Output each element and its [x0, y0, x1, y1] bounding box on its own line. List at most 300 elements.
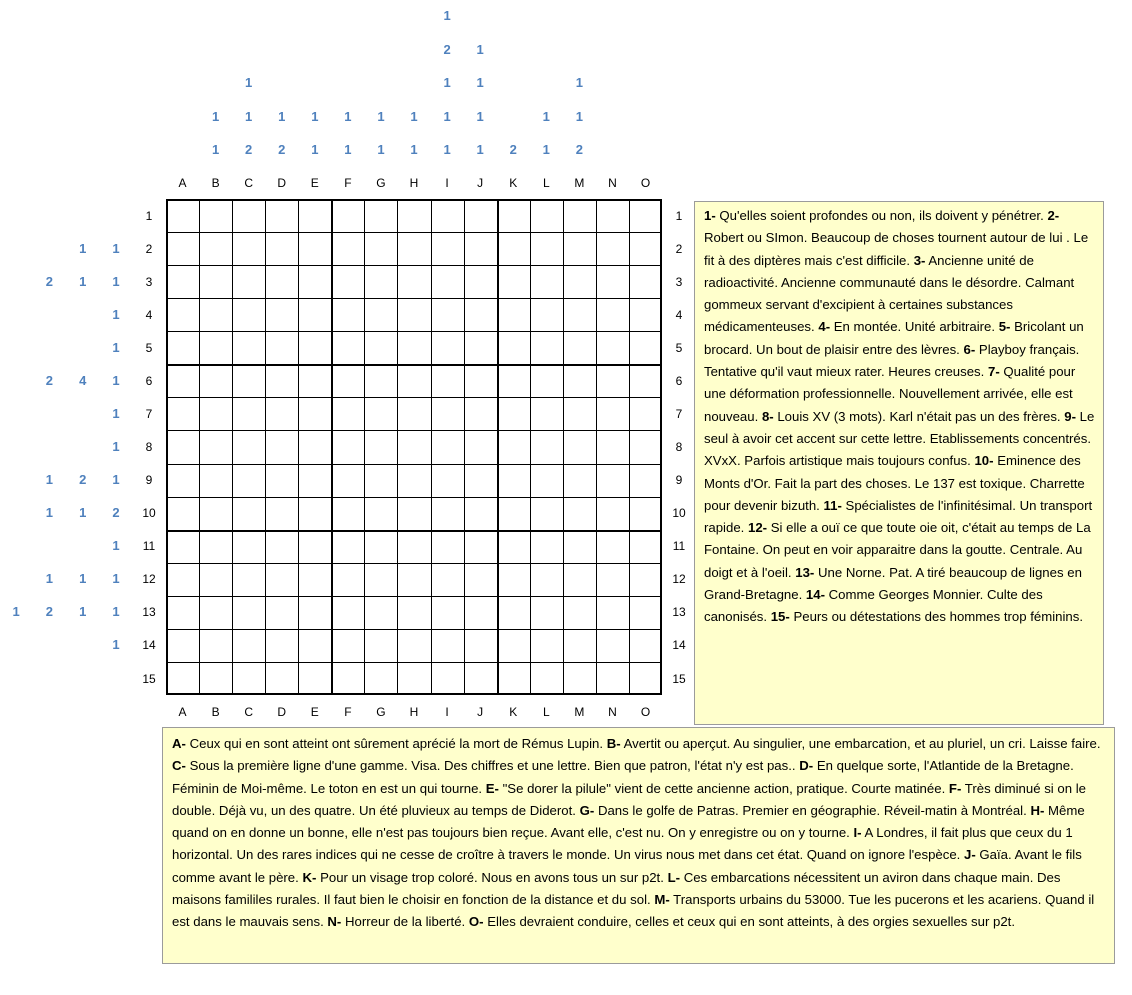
grid-cell[interactable]	[331, 464, 364, 497]
grid-cell[interactable]	[596, 397, 629, 430]
grid-cell[interactable]	[596, 232, 629, 265]
grid-cell[interactable]	[232, 497, 265, 530]
grid-cell[interactable]	[166, 530, 199, 563]
grid-cell[interactable]	[629, 265, 662, 298]
grid-cell[interactable]	[199, 530, 232, 563]
grid-cell[interactable]	[364, 430, 397, 463]
grid-cell[interactable]	[397, 497, 430, 530]
grid-cell[interactable]	[397, 331, 430, 364]
row-clue-number: 1	[45, 472, 53, 488]
grid-cell[interactable]	[331, 298, 364, 331]
grid-cell[interactable]	[232, 232, 265, 265]
grid-cell[interactable]	[431, 298, 464, 331]
grid-cell[interactable]	[497, 331, 530, 364]
grid-cell[interactable]	[232, 265, 265, 298]
grid-cell[interactable]	[530, 430, 563, 463]
grid-cell[interactable]	[464, 232, 497, 265]
grid-cell[interactable]	[629, 298, 662, 331]
grid-cell[interactable]	[166, 430, 199, 463]
grid-cell[interactable]	[298, 364, 331, 397]
grid-cell[interactable]	[530, 629, 563, 662]
grid-cell[interactable]	[464, 397, 497, 430]
grid-cell[interactable]	[331, 629, 364, 662]
column-letter-bottom: K	[509, 705, 518, 719]
grid-cell[interactable]	[199, 464, 232, 497]
grid-cell[interactable]	[464, 464, 497, 497]
grid-cell[interactable]	[397, 530, 430, 563]
grid-cell[interactable]	[563, 596, 596, 629]
row-clue-number: 1	[112, 571, 120, 587]
grid-cell[interactable]	[331, 497, 364, 530]
grid-cell[interactable]	[431, 530, 464, 563]
grid-cell[interactable]	[431, 430, 464, 463]
grid-cell[interactable]	[530, 199, 563, 232]
grid-cell[interactable]	[331, 563, 364, 596]
grid-cell[interactable]	[265, 232, 298, 265]
grid-cell[interactable]	[166, 265, 199, 298]
grid-cell[interactable]	[596, 530, 629, 563]
grid-cell[interactable]	[364, 596, 397, 629]
grid-cell[interactable]	[464, 364, 497, 397]
vertical-clue-text: Même quand on en donne un bonne, elle n'est pas toujours bien reçue. Avant elle, c'est nu. On y enregistre ou on y tourne.	[172, 802, 1085, 841]
grid-cell[interactable]	[331, 265, 364, 298]
grid-cell[interactable]	[563, 397, 596, 430]
grid-cell[interactable]	[232, 530, 265, 563]
grid-cell[interactable]	[232, 430, 265, 463]
grid-cell[interactable]	[563, 563, 596, 596]
grid-cell[interactable]	[331, 530, 364, 563]
grid-cell[interactable]	[431, 265, 464, 298]
grid-cell[interactable]	[265, 430, 298, 463]
grid-cell[interactable]	[265, 629, 298, 662]
column-letter-top: H	[409, 176, 419, 190]
grid-cell[interactable]	[397, 430, 430, 463]
grid-cell[interactable]	[530, 596, 563, 629]
grid-cell[interactable]	[563, 265, 596, 298]
row-number-left: 9	[145, 473, 153, 488]
column-clue-number: 2	[443, 41, 451, 57]
grid-cell[interactable]	[464, 497, 497, 530]
grid-cell[interactable]	[331, 596, 364, 629]
grid-cell[interactable]	[397, 265, 430, 298]
grid-cell[interactable]	[497, 430, 530, 463]
column-letter-top: D	[277, 176, 287, 190]
grid-cell[interactable]	[563, 662, 596, 695]
grid-cell[interactable]	[596, 662, 629, 695]
grid-cell[interactable]	[166, 629, 199, 662]
column-letter-bottom: E	[310, 705, 319, 719]
horizontal-clue-text: Robert ou SImon. Beaucoup de choses tournent autour de lui . Le fit à des diptères mais c'est difficile.	[704, 230, 1089, 268]
grid-cell[interactable]	[265, 563, 298, 596]
grid-cell[interactable]	[497, 397, 530, 430]
grid-cell[interactable]	[298, 530, 331, 563]
grid-cell[interactable]	[464, 629, 497, 662]
grid-cell[interactable]	[298, 199, 331, 232]
grid-cell[interactable]	[530, 265, 563, 298]
vertical-clue-letter: G-	[579, 802, 595, 818]
column-letter-bottom: M	[574, 705, 585, 719]
grid-cell[interactable]	[397, 629, 430, 662]
grid-cell[interactable]	[166, 199, 199, 232]
vertical-clue-letter: O-	[468, 914, 484, 930]
grid-cell[interactable]	[629, 331, 662, 364]
grid-cell[interactable]	[298, 397, 331, 430]
grid-cell[interactable]	[497, 199, 530, 232]
grid-cell[interactable]	[431, 563, 464, 596]
grid-cell[interactable]	[629, 563, 662, 596]
grid-cell[interactable]	[397, 464, 430, 497]
grid-cell[interactable]	[199, 331, 232, 364]
grid-cell[interactable]	[431, 397, 464, 430]
grid-cell[interactable]	[497, 629, 530, 662]
grid-cell[interactable]	[331, 331, 364, 364]
grid-cell[interactable]	[596, 265, 629, 298]
column-letter-top: M	[574, 176, 585, 190]
grid-cell[interactable]	[265, 199, 298, 232]
grid-cell[interactable]	[298, 563, 331, 596]
grid-cell[interactable]	[232, 298, 265, 331]
grid-cell[interactable]	[431, 596, 464, 629]
column-clue-number: 1	[245, 108, 253, 124]
grid-cell[interactable]	[265, 331, 298, 364]
grid-cell[interactable]	[166, 464, 199, 497]
grid-cell[interactable]	[397, 662, 430, 695]
row-number-right: 3	[675, 274, 683, 289]
grid-cell[interactable]	[364, 397, 397, 430]
grid-cell[interactable]	[364, 199, 397, 232]
grid-cell[interactable]	[364, 662, 397, 695]
row-clue-number: 1	[112, 306, 120, 322]
grid-cell[interactable]	[596, 199, 629, 232]
grid-cell[interactable]	[497, 530, 530, 563]
vertical-clue-text: Dans le golfe de Patras. Premier en géographie. Réveil-matin à Montréal.	[597, 802, 1027, 818]
grid-cell[interactable]	[166, 364, 199, 397]
grid-cell[interactable]	[464, 199, 497, 232]
grid-cell[interactable]	[232, 629, 265, 662]
grid-cell[interactable]	[530, 232, 563, 265]
column-letter-bottom: F	[344, 705, 352, 719]
row-number-right: 14	[672, 638, 686, 653]
row-number-right: 5	[675, 340, 683, 355]
grid-cell[interactable]	[397, 232, 430, 265]
grid-cell[interactable]	[629, 364, 662, 397]
column-letter-top: I	[445, 176, 449, 190]
grid-cell[interactable]	[497, 464, 530, 497]
grid-cell[interactable]	[530, 464, 563, 497]
column-letter-bottom: O	[640, 705, 651, 719]
grid-cell[interactable]	[232, 464, 265, 497]
column-clue-number: 1	[542, 142, 550, 157]
column-letter-bottom: L	[542, 705, 550, 719]
grid-cell[interactable]	[596, 563, 629, 596]
horizontal-clue-number: 2-	[1047, 208, 1060, 223]
grid-cell[interactable]	[497, 563, 530, 596]
grid-cell[interactable]	[232, 563, 265, 596]
grid-cell[interactable]	[464, 596, 497, 629]
row-number-right: 12	[672, 572, 686, 587]
grid-cell[interactable]	[431, 629, 464, 662]
grid-cell[interactable]	[166, 331, 199, 364]
grid-cell[interactable]	[530, 397, 563, 430]
grid-cell[interactable]	[166, 563, 199, 596]
grid-cell[interactable]	[364, 530, 397, 563]
grid-cell[interactable]	[331, 199, 364, 232]
grid-cell[interactable]	[199, 397, 232, 430]
grid-cell[interactable]	[596, 497, 629, 530]
grid-cell[interactable]	[397, 199, 430, 232]
column-clue-number: 1	[311, 108, 319, 124]
grid-cell[interactable]	[563, 331, 596, 364]
grid-cell[interactable]	[464, 563, 497, 596]
grid-cell[interactable]	[265, 497, 298, 530]
grid-cell[interactable]	[298, 596, 331, 629]
column-clue-number: 1	[575, 108, 583, 124]
grid-cell[interactable]	[199, 563, 232, 596]
grid-cell[interactable]	[364, 298, 397, 331]
grid-cell[interactable]	[629, 464, 662, 497]
grid-cell[interactable]	[497, 364, 530, 397]
row-clue-number: 1	[112, 538, 120, 554]
grid-cell[interactable]	[629, 232, 662, 265]
grid-cell[interactable]	[199, 364, 232, 397]
grid-cell[interactable]	[431, 497, 464, 530]
grid-cell[interactable]	[563, 430, 596, 463]
row-number-right: 13	[672, 605, 686, 620]
grid-cell[interactable]	[298, 497, 331, 530]
row-number-right: 4	[675, 307, 683, 322]
grid-cell[interactable]	[464, 331, 497, 364]
grid-cell[interactable]	[596, 331, 629, 364]
grid-cell[interactable]	[464, 265, 497, 298]
horizontal-clue-text: Si elle a ouï ce que toute oie oit, c'était au temps de La Fontaine. On peut en voir apparaitre dans la goutte. Centrale. Au doigt et à l'oeil.	[704, 520, 1091, 580]
grid-cell[interactable]	[232, 331, 265, 364]
grid-cell[interactable]	[265, 596, 298, 629]
vertical-clue-text: Gaïa. Avant le fils comme avant le père.	[172, 847, 1082, 885]
grid-cell[interactable]	[629, 397, 662, 430]
row-clue-number: 1	[79, 505, 87, 521]
grid-cell[interactable]	[530, 662, 563, 695]
grid-cell[interactable]	[596, 364, 629, 397]
grid-cell[interactable]	[199, 298, 232, 331]
grid-cell[interactable]	[331, 364, 364, 397]
grid-cell[interactable]	[530, 563, 563, 596]
grid-cell[interactable]	[464, 530, 497, 563]
grid-cell[interactable]	[431, 364, 464, 397]
grid-cell[interactable]	[364, 232, 397, 265]
grid-cell[interactable]	[397, 563, 430, 596]
column-letter-bottom: N	[608, 705, 617, 719]
grid-cell[interactable]	[166, 397, 199, 430]
grid-cell[interactable]	[199, 629, 232, 662]
grid-cell[interactable]	[265, 662, 298, 695]
grid-cell[interactable]	[166, 662, 199, 695]
grid-cell[interactable]	[298, 430, 331, 463]
horizontal-clue-text: En montée. Unité arbitraire.	[833, 319, 996, 335]
row-clue-number: 2	[45, 273, 53, 289]
grid-cell[interactable]	[629, 662, 662, 695]
grid-cell[interactable]	[397, 298, 430, 331]
vertical-clue-letter: N-	[327, 914, 342, 930]
grid-cell[interactable]	[364, 629, 397, 662]
grid-cell[interactable]	[232, 397, 265, 430]
grid-cell[interactable]	[563, 464, 596, 497]
grid-cell[interactable]	[397, 397, 430, 430]
grid-cell[interactable]	[199, 662, 232, 695]
grid-cell[interactable]	[199, 430, 232, 463]
grid-cell[interactable]	[166, 497, 199, 530]
grid-cell[interactable]	[364, 265, 397, 298]
grid-cell[interactable]	[431, 232, 464, 265]
crossword-grid	[166, 199, 662, 695]
grid-cell[interactable]	[298, 662, 331, 695]
grid-cell[interactable]	[298, 464, 331, 497]
grid-cell[interactable]	[232, 662, 265, 695]
grid-cell[interactable]	[629, 530, 662, 563]
horizontal-clue-number: 6-	[963, 341, 976, 357]
grid-cell[interactable]	[199, 596, 232, 629]
vertical-clue-text: Ceux qui en sont atteint ont sûrement aprécié la mort de Rémus Lupin.	[189, 736, 604, 751]
grid-cell[interactable]	[497, 662, 530, 695]
grid-cell[interactable]	[364, 364, 397, 397]
grid-cell[interactable]	[497, 497, 530, 530]
grid-cell[interactable]	[265, 265, 298, 298]
row-clue-number: 2	[79, 472, 87, 488]
column-clue-number: 1	[542, 108, 550, 124]
grid-cell[interactable]	[166, 596, 199, 629]
grid-cell[interactable]	[596, 596, 629, 629]
grid-cell[interactable]	[629, 199, 662, 232]
grid-cell[interactable]	[629, 497, 662, 530]
row-number-left: 3	[145, 274, 153, 289]
grid-cell[interactable]	[199, 497, 232, 530]
row-clue-number: 1	[45, 571, 53, 587]
grid-cell[interactable]	[331, 232, 364, 265]
grid-cell[interactable]	[298, 331, 331, 364]
grid-cell[interactable]	[629, 596, 662, 629]
grid-cell[interactable]	[364, 497, 397, 530]
row-number-left: 8	[145, 440, 153, 455]
grid-cell[interactable]	[397, 364, 430, 397]
grid-cell[interactable]	[232, 199, 265, 232]
grid-cell[interactable]	[497, 232, 530, 265]
grid-cell[interactable]	[563, 530, 596, 563]
grid-cell[interactable]	[232, 364, 265, 397]
grid-cell[interactable]	[530, 331, 563, 364]
column-clue-number: 1	[278, 108, 286, 124]
row-clue-number: 1	[112, 637, 120, 653]
row-clue-number: 1	[112, 240, 120, 256]
grid-cell[interactable]	[431, 464, 464, 497]
grid-cell[interactable]	[497, 298, 530, 331]
column-letter-bottom: G	[376, 705, 386, 719]
horizontal-clues-panel	[694, 201, 1104, 725]
grid-cell[interactable]	[431, 331, 464, 364]
grid-cell[interactable]	[199, 265, 232, 298]
horizontal-clue-text: Ancienne unité de radioactivité. Ancienne communauté dans le désordre. Calmant gommeux servant d'excipient à certaines substances médicamenteuses.	[704, 252, 1075, 335]
grid-cell[interactable]	[497, 596, 530, 629]
grid-cell[interactable]	[563, 298, 596, 331]
column-clue-number: 1	[443, 108, 451, 124]
grid-cell[interactable]	[265, 530, 298, 563]
row-number-right: 1	[675, 208, 683, 223]
grid-cell[interactable]	[464, 662, 497, 695]
grid-cell[interactable]	[530, 530, 563, 563]
grid-cell[interactable]	[364, 464, 397, 497]
grid-cell[interactable]	[431, 199, 464, 232]
grid-cell[interactable]	[265, 397, 298, 430]
grid-cell[interactable]	[199, 199, 232, 232]
grid-cell[interactable]	[331, 397, 364, 430]
grid-cell[interactable]	[497, 265, 530, 298]
grid-cell[interactable]	[431, 662, 464, 695]
grid-cell[interactable]	[298, 232, 331, 265]
column-letter-bottom: I	[445, 705, 449, 719]
grid-cell[interactable]	[331, 662, 364, 695]
grid-cell[interactable]	[331, 430, 364, 463]
vertical-clues-panel	[162, 727, 1115, 964]
grid-cell[interactable]	[563, 497, 596, 530]
grid-cell[interactable]	[364, 331, 397, 364]
grid-cell[interactable]	[629, 430, 662, 463]
grid-cell[interactable]	[298, 265, 331, 298]
grid-cell[interactable]	[298, 629, 331, 662]
horizontal-clue-number: 15-	[770, 609, 790, 625]
grid-cell[interactable]	[563, 199, 596, 232]
grid-cell[interactable]	[596, 464, 629, 497]
column-clue-number: 1	[410, 142, 418, 157]
row-clue-number: 1	[45, 505, 53, 521]
grid-cell[interactable]	[166, 232, 199, 265]
vertical-clue-letter: M-	[654, 892, 670, 908]
grid-cell[interactable]	[596, 430, 629, 463]
row-number-left: 15	[142, 671, 156, 686]
grid-cell[interactable]	[563, 364, 596, 397]
column-letter-top: G	[376, 176, 386, 190]
grid-cell[interactable]	[464, 298, 497, 331]
row-number-left: 13	[142, 605, 156, 620]
column-clue-number: 1	[476, 108, 484, 124]
grid-cell[interactable]	[397, 596, 430, 629]
row-clue-number: 1	[79, 604, 87, 620]
vertical-clue-letter: I-	[853, 825, 862, 841]
horizontal-clue-number: 7-	[988, 364, 1000, 380]
row-number-left: 10	[142, 506, 156, 521]
grid-cell[interactable]	[464, 430, 497, 463]
grid-cell[interactable]	[530, 298, 563, 331]
grid-cell[interactable]	[265, 298, 298, 331]
column-letter-top: O	[640, 176, 651, 190]
grid-cell[interactable]	[166, 298, 199, 331]
column-clue-number: 2	[575, 142, 583, 157]
grid-cell[interactable]	[364, 563, 397, 596]
column-letter-bottom: C	[244, 705, 253, 719]
grid-cell[interactable]	[563, 232, 596, 265]
grid-cell[interactable]	[530, 497, 563, 530]
row-clue-number: 1	[12, 604, 20, 620]
grid-cell[interactable]	[596, 298, 629, 331]
grid-cell[interactable]	[265, 464, 298, 497]
grid-cell[interactable]	[596, 629, 629, 662]
column-clue-number: 1	[575, 75, 583, 90]
grid-cell[interactable]	[563, 629, 596, 662]
grid-cell[interactable]	[629, 629, 662, 662]
column-clue-number: 1	[245, 75, 253, 90]
grid-cell[interactable]	[265, 364, 298, 397]
grid-cell[interactable]	[232, 596, 265, 629]
grid-cell[interactable]	[199, 232, 232, 265]
grid-cell[interactable]	[530, 364, 563, 397]
grid-cell[interactable]	[298, 298, 331, 331]
